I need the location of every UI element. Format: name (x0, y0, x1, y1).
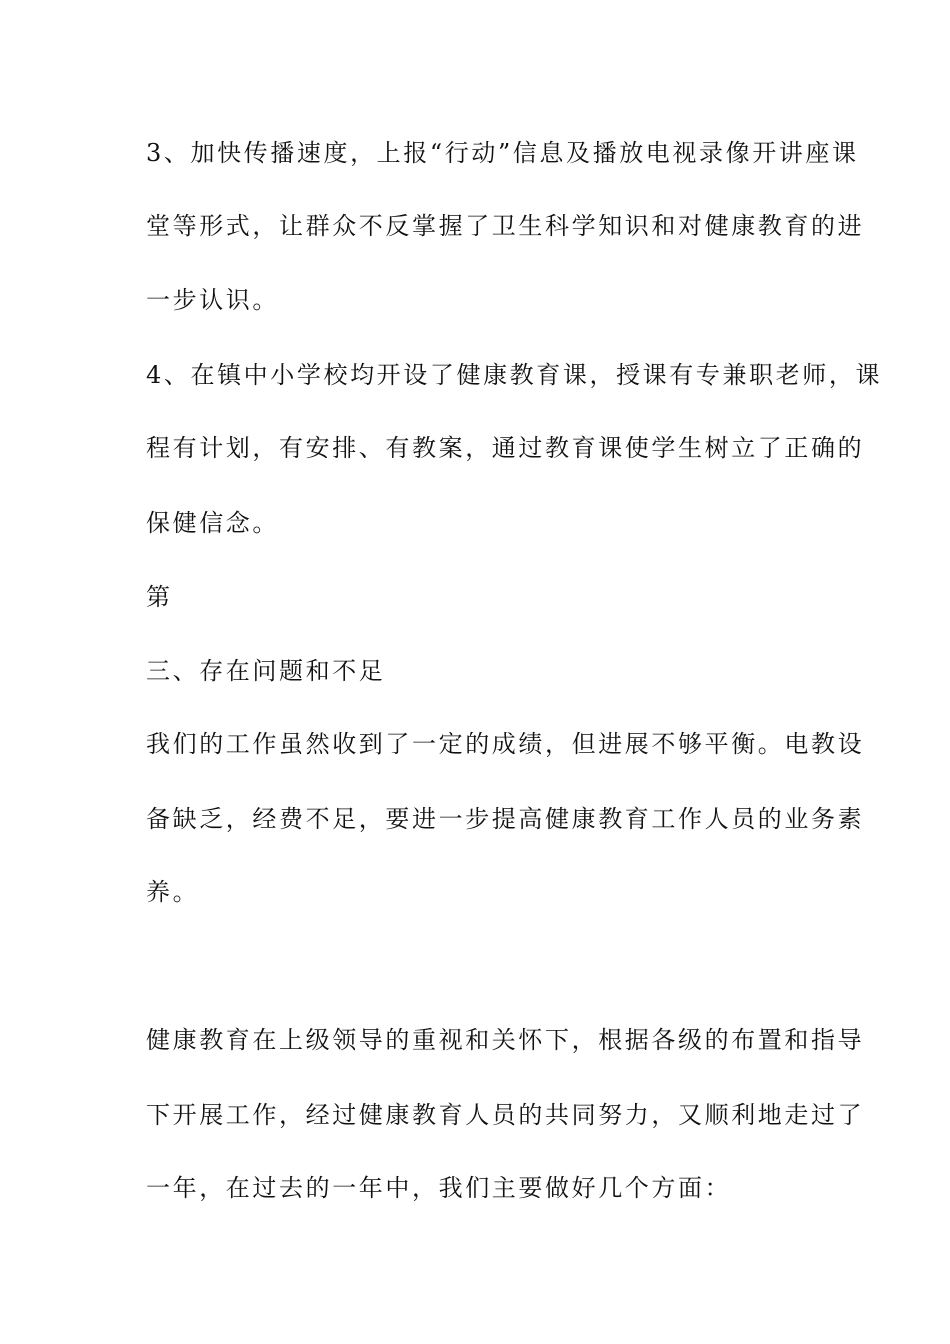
text-line: 堂等形式，让群众不反掌握了卫生科学知识和对健康教育的进 (146, 212, 865, 240)
text-line: 3、加快传播速度，上报“行动”信息及播放电视录像开讲座课 (146, 139, 859, 167)
section-heading: 三、存在问题和不足 (146, 657, 386, 685)
text-line: 健康教育在上级领导的重视和关怀下，根据各级的布置和指导 (146, 1026, 865, 1054)
text-line: 养。 (146, 878, 200, 906)
text-line: 第 (146, 583, 173, 611)
text-line: 备缺乏，经费不足，要进一步提高健康教育工作人员的业务素 (146, 805, 865, 833)
text-line: 下开展工作，经过健康教育人员的共同努力，又顺利地走过了 (146, 1101, 865, 1129)
text-line: 我们的工作虽然收到了一定的成绩，但进展不够平衡。电教设 (146, 730, 865, 758)
text-line: 一年，在过去的一年中，我们主要做好几个方面： (146, 1174, 732, 1202)
text-line: 4、在镇中小学校均开设了健康教育课，授课有专兼职老师，课 (146, 361, 883, 389)
text-line: 程有计划，有安排、有教案，通过教育课使学生树立了正确的 (146, 434, 865, 462)
text-line: 保健信念。 (146, 509, 279, 537)
text-line: 一步认识。 (146, 286, 279, 314)
